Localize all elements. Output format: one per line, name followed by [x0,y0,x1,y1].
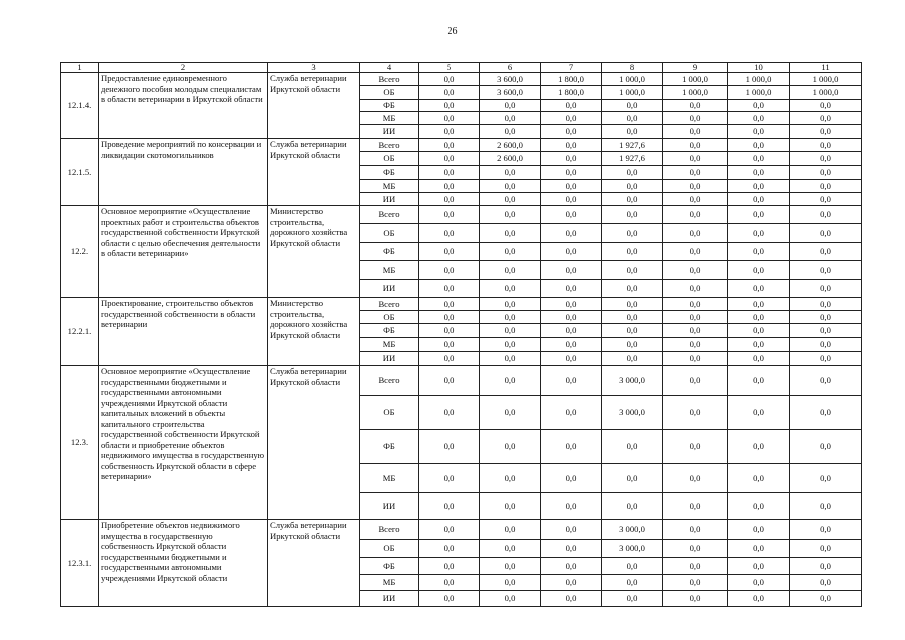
amount-cell: 0,0 [790,224,862,243]
amount-cell: 0,0 [790,591,862,607]
funding-source: ОБ [360,540,419,558]
funding-source: ФБ [360,243,419,261]
amount-cell: 0,0 [663,575,728,591]
column-header: 7 [541,63,602,73]
funding-source: ИИ [360,591,419,607]
financing-table [60,62,862,607]
amount-cell: 0,0 [663,100,728,112]
funding-source: ФБ [360,324,419,338]
amount-cell: 0,0 [541,180,602,193]
amount-cell: 0,0 [541,206,602,224]
funding-source: Всего [360,366,419,396]
amount-cell: 0,0 [541,493,602,520]
funding-source: ФБ [360,166,419,180]
activity-number: 12.3.1. [61,520,99,607]
amount-cell: 0,0 [419,100,480,112]
amount-cell: 0,0 [480,396,541,430]
amount-cell: 0,0 [419,520,480,540]
amount-cell: 0,0 [419,338,480,352]
activity-name: Приобретение объектов недвижимого имущества в государственную собственность Иркутской области государственными бюджетными и государственными автономными учреждениями Иркутской области [99,520,268,607]
amount-cell: 0,0 [541,280,602,298]
column-header: 9 [663,63,728,73]
table-row [61,520,862,540]
amount-cell: 0,0 [602,166,663,180]
amount-cell: 0,0 [419,152,480,166]
funding-source: ОБ [360,396,419,430]
column-header: 8 [602,63,663,73]
amount-cell: 0,0 [663,430,728,464]
page-number: 26 [447,26,458,37]
amount-cell: 0,0 [602,352,663,366]
amount-cell: 0,0 [541,540,602,558]
amount-cell: 0,0 [541,324,602,338]
amount-cell: 0,0 [790,298,862,311]
amount-cell: 0,0 [480,112,541,125]
amount-cell: 2 600,0 [480,139,541,152]
amount-cell: 0,0 [602,243,663,261]
activity-number: 12.2. [61,206,99,298]
amount-cell: 0,0 [790,206,862,224]
amount-cell: 0,0 [480,100,541,112]
amount-cell: 0,0 [663,125,728,139]
table-row [61,298,862,311]
funding-source: МБ [360,575,419,591]
amount-cell: 0,0 [728,324,790,338]
amount-cell: 0,0 [728,352,790,366]
amount-cell: 0,0 [419,193,480,206]
amount-cell: 0,0 [602,591,663,607]
column-header: 2 [99,63,268,73]
amount-cell: 0,0 [663,298,728,311]
amount-cell: 0,0 [541,558,602,575]
amount-cell: 0,0 [602,112,663,125]
amount-cell: 0,0 [419,352,480,366]
amount-cell: 0,0 [728,366,790,396]
amount-cell: 0,0 [541,224,602,243]
amount-cell: 0,0 [480,591,541,607]
amount-cell: 0,0 [602,324,663,338]
amount-cell: 0,0 [728,464,790,493]
amount-cell: 0,0 [790,243,862,261]
amount-cell: 0,0 [663,112,728,125]
amount-cell: 0,0 [419,558,480,575]
amount-cell: 0,0 [480,298,541,311]
amount-cell: 0,0 [419,180,480,193]
amount-cell: 0,0 [480,352,541,366]
column-header: 1 [61,63,99,73]
amount-cell: 3 600,0 [480,73,541,86]
amount-cell: 0,0 [663,591,728,607]
amount-cell: 0,0 [790,180,862,193]
amount-cell: 0,0 [728,224,790,243]
amount-cell: 0,0 [790,152,862,166]
amount-cell: 0,0 [602,493,663,520]
amount-cell: 1 000,0 [728,86,790,100]
funding-source: ИИ [360,352,419,366]
activity-name: Предоставление единовременного денежного пособия молодым специалистам в области ветеринарии в Иркутской области [99,73,268,139]
amount-cell: 0,0 [541,311,602,324]
amount-cell: 0,0 [602,311,663,324]
amount-cell: 0,0 [728,206,790,224]
column-header: 5 [419,63,480,73]
amount-cell: 0,0 [790,139,862,152]
column-header: 3 [268,63,360,73]
amount-cell: 0,0 [663,520,728,540]
amount-cell: 0,0 [541,100,602,112]
column-header: 11 [790,63,862,73]
amount-cell: 0,0 [663,280,728,298]
amount-cell: 0,0 [419,396,480,430]
amount-cell: 3 000,0 [602,366,663,396]
column-header: 10 [728,63,790,73]
amount-cell: 0,0 [728,430,790,464]
amount-cell: 0,0 [602,224,663,243]
amount-cell: 1 927,6 [602,139,663,152]
amount-cell: 2 600,0 [480,152,541,166]
amount-cell: 0,0 [728,139,790,152]
amount-cell: 0,0 [728,166,790,180]
amount-cell: 0,0 [663,338,728,352]
amount-cell: 0,0 [602,206,663,224]
amount-cell: 0,0 [419,206,480,224]
amount-cell: 0,0 [790,100,862,112]
funding-source: ИИ [360,193,419,206]
executor: Служба ветеринарии Иркутской области [268,520,360,607]
amount-cell: 0,0 [602,558,663,575]
funding-source: ФБ [360,430,419,464]
amount-cell: 1 800,0 [541,73,602,86]
amount-cell: 1 000,0 [790,73,862,86]
amount-cell: 0,0 [419,280,480,298]
amount-cell: 0,0 [602,280,663,298]
executor: Служба ветеринарии Иркутской области [268,73,360,139]
amount-cell: 1 000,0 [663,86,728,100]
amount-cell: 0,0 [790,193,862,206]
amount-cell: 0,0 [728,591,790,607]
amount-cell: 0,0 [728,243,790,261]
header-row [61,63,862,73]
amount-cell: 0,0 [728,493,790,520]
amount-cell: 0,0 [419,112,480,125]
amount-cell: 0,0 [790,464,862,493]
funding-source: МБ [360,180,419,193]
table-row [61,73,862,86]
amount-cell: 0,0 [419,125,480,139]
amount-cell: 0,0 [541,591,602,607]
amount-cell: 0,0 [480,540,541,558]
amount-cell: 1 927,6 [602,152,663,166]
funding-source: ОБ [360,152,419,166]
amount-cell: 0,0 [602,575,663,591]
amount-cell: 0,0 [419,224,480,243]
amount-cell: 0,0 [541,396,602,430]
amount-cell: 0,0 [480,311,541,324]
amount-cell: 0,0 [419,464,480,493]
activity-number: 12.1.4. [61,73,99,139]
amount-cell: 0,0 [419,243,480,261]
funding-source: ИИ [360,280,419,298]
amount-cell: 0,0 [728,100,790,112]
amount-cell: 0,0 [480,430,541,464]
funding-source: ФБ [360,100,419,112]
column-header: 4 [360,63,419,73]
amount-cell: 0,0 [602,193,663,206]
amount-cell: 0,0 [480,464,541,493]
amount-cell: 1 800,0 [541,86,602,100]
amount-cell: 0,0 [663,139,728,152]
amount-cell: 0,0 [663,180,728,193]
amount-cell: 0,0 [541,575,602,591]
amount-cell: 1 000,0 [663,73,728,86]
amount-cell: 0,0 [790,352,862,366]
amount-cell: 0,0 [480,180,541,193]
funding-source: Всего [360,520,419,540]
amount-cell: 0,0 [480,520,541,540]
amount-cell: 0,0 [541,166,602,180]
amount-cell: 0,0 [419,430,480,464]
amount-cell: 0,0 [541,243,602,261]
executor: Служба ветеринарии Иркутской области [268,139,360,206]
funding-source: ФБ [360,558,419,575]
amount-cell: 0,0 [419,261,480,280]
amount-cell: 0,0 [728,261,790,280]
amount-cell: 0,0 [480,224,541,243]
amount-cell: 0,0 [728,311,790,324]
amount-cell: 0,0 [663,540,728,558]
amount-cell: 0,0 [790,280,862,298]
activity-name: Проектирование, строительство объектов государственной собственности в области ветеринарии [99,298,268,366]
amount-cell: 0,0 [602,338,663,352]
amount-cell: 0,0 [790,366,862,396]
amount-cell: 1 000,0 [728,73,790,86]
amount-cell: 0,0 [663,396,728,430]
amount-cell: 0,0 [602,464,663,493]
amount-cell: 0,0 [728,152,790,166]
amount-cell: 0,0 [480,493,541,520]
amount-cell: 0,0 [790,493,862,520]
activity-name: Основное мероприятие «Осуществление проектных работ и строительства объектов государственной собственности Иркутской области с целью обеспечения деятельности в области ветеринарии» [99,206,268,298]
amount-cell: 0,0 [663,464,728,493]
amount-cell: 0,0 [419,575,480,591]
amount-cell: 0,0 [790,338,862,352]
amount-cell: 0,0 [541,261,602,280]
amount-cell: 0,0 [790,166,862,180]
amount-cell: 0,0 [541,338,602,352]
table-body [61,73,862,607]
amount-cell: 0,0 [419,366,480,396]
amount-cell: 3 600,0 [480,86,541,100]
amount-cell: 0,0 [728,520,790,540]
amount-cell: 0,0 [663,324,728,338]
activity-name: Проведение мероприятий по консервации и ликвидации скотомогильников [99,139,268,206]
amount-cell: 0,0 [790,575,862,591]
amount-cell: 0,0 [419,166,480,180]
amount-cell: 1 000,0 [602,73,663,86]
amount-cell: 0,0 [663,493,728,520]
amount-cell: 0,0 [419,591,480,607]
amount-cell: 0,0 [419,298,480,311]
amount-cell: 0,0 [541,298,602,311]
amount-cell: 1 000,0 [602,86,663,100]
amount-cell: 0,0 [480,243,541,261]
amount-cell: 0,0 [480,206,541,224]
funding-source: Всего [360,298,419,311]
amount-cell: 0,0 [728,338,790,352]
funding-source: ИИ [360,493,419,520]
amount-cell: 0,0 [541,152,602,166]
amount-cell: 0,0 [663,206,728,224]
amount-cell: 0,0 [480,280,541,298]
amount-cell: 0,0 [663,166,728,180]
amount-cell: 0,0 [728,180,790,193]
amount-cell: 0,0 [480,324,541,338]
amount-cell: 0,0 [663,261,728,280]
funding-source: ОБ [360,311,419,324]
amount-cell: 0,0 [419,540,480,558]
amount-cell: 0,0 [480,125,541,139]
amount-cell: 0,0 [728,396,790,430]
funding-source: Всего [360,206,419,224]
amount-cell: 0,0 [663,193,728,206]
amount-cell: 0,0 [728,575,790,591]
amount-cell: 0,0 [790,125,862,139]
activity-number: 12.1.5. [61,139,99,206]
funding-source: МБ [360,338,419,352]
amount-cell: 0,0 [419,73,480,86]
amount-cell: 0,0 [728,298,790,311]
amount-cell: 0,0 [728,280,790,298]
amount-cell: 0,0 [602,100,663,112]
funding-source: ИИ [360,125,419,139]
executor: Министерство строительства, дорожного хозяйства Иркутской области [268,298,360,366]
amount-cell: 0,0 [541,464,602,493]
amount-cell: 0,0 [790,540,862,558]
amount-cell: 0,0 [541,352,602,366]
amount-cell: 0,0 [541,193,602,206]
funding-source: МБ [360,261,419,280]
amount-cell: 0,0 [728,112,790,125]
amount-cell: 0,0 [663,243,728,261]
amount-cell: 0,0 [728,193,790,206]
amount-cell: 0,0 [790,396,862,430]
amount-cell: 0,0 [480,558,541,575]
amount-cell: 0,0 [602,430,663,464]
funding-source: МБ [360,112,419,125]
amount-cell: 0,0 [663,558,728,575]
table-row [61,139,862,152]
amount-cell: 0,0 [480,338,541,352]
funding-source: Всего [360,73,419,86]
amount-cell: 0,0 [790,558,862,575]
column-header: 6 [480,63,541,73]
amount-cell: 0,0 [790,430,862,464]
amount-cell: 0,0 [602,298,663,311]
activity-number: 12.2.1. [61,298,99,366]
amount-cell: 0,0 [419,139,480,152]
amount-cell: 0,0 [790,324,862,338]
amount-cell: 0,0 [663,366,728,396]
amount-cell: 3 000,0 [602,396,663,430]
amount-cell: 0,0 [480,261,541,280]
funding-source: ОБ [360,86,419,100]
amount-cell: 0,0 [790,311,862,324]
funding-source: Всего [360,139,419,152]
executor: Служба ветеринарии Иркутской области [268,366,360,520]
amount-cell: 0,0 [728,125,790,139]
amount-cell: 0,0 [419,493,480,520]
amount-cell: 0,0 [480,166,541,180]
amount-cell: 0,0 [419,86,480,100]
amount-cell: 0,0 [790,112,862,125]
amount-cell: 0,0 [541,112,602,125]
table-row [61,206,862,224]
amount-cell: 0,0 [541,125,602,139]
amount-cell: 0,0 [541,139,602,152]
amount-cell: 0,0 [663,224,728,243]
table-row [61,366,862,396]
activity-number: 12.3. [61,366,99,520]
amount-cell: 3 000,0 [602,520,663,540]
amount-cell: 0,0 [419,324,480,338]
amount-cell: 0,0 [602,180,663,193]
executor: Министерство строительства, дорожного хозяйства Иркутской области [268,206,360,298]
amount-cell: 0,0 [790,520,862,540]
funding-source: МБ [360,464,419,493]
amount-cell: 0,0 [541,520,602,540]
amount-cell: 3 000,0 [602,540,663,558]
amount-cell: 0,0 [480,575,541,591]
amount-cell: 0,0 [480,193,541,206]
amount-cell: 0,0 [663,352,728,366]
amount-cell: 0,0 [790,261,862,280]
activity-name: Основное мероприятие «Осуществление государственными бюджетными и государственными автономными учреждениями Иркутской области капитальных вложений в объекты капитального строительства государственной собственности Иркутской области и приобретение объектов недвижимого имущества в государственную собственность Иркутской области в сфере ветеринарии» [99,366,268,520]
amount-cell: 1 000,0 [790,86,862,100]
amount-cell: 0,0 [728,540,790,558]
amount-cell: 0,0 [602,261,663,280]
amount-cell: 0,0 [663,311,728,324]
amount-cell: 0,0 [663,152,728,166]
amount-cell: 0,0 [541,430,602,464]
amount-cell: 0,0 [541,366,602,396]
funding-source: ОБ [360,224,419,243]
amount-cell: 0,0 [602,125,663,139]
amount-cell: 0,0 [728,558,790,575]
amount-cell: 0,0 [419,311,480,324]
amount-cell: 0,0 [480,366,541,396]
